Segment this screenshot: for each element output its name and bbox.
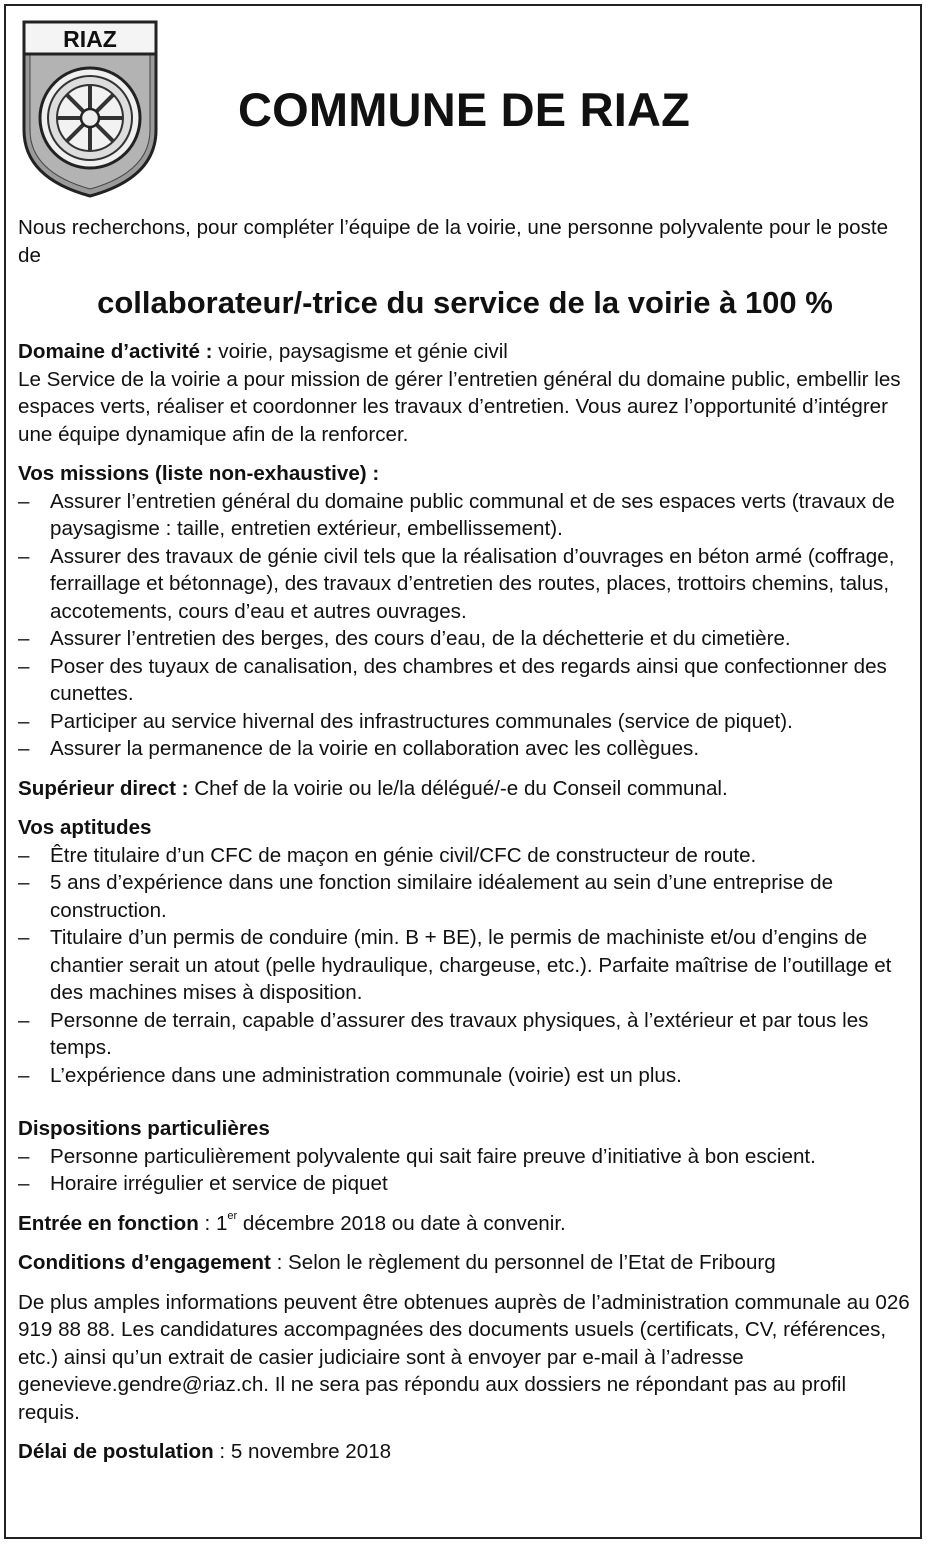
missions-section [18, 460, 912, 763]
list-item: – Assurer des travaux de génie civil tels que la réalisation d’ouvrages en béton armé (coffrage, ferraillage et bétonnage), des travaux d’entretien des routes, places, trottoirs chemins, talus, accotements, cours d’eau et autres ouvrages. [18, 543, 912, 626]
page-title: COMMUNE DE RIAZ [237, 83, 691, 136]
intro-paragraph: Nous recherchons, pour compléter l’équipe de la voirie, une personne polyvalente pour le poste de [18, 216, 889, 267]
document-body [18, 214, 912, 1478]
list-item: – Personne de terrain, capable d’assurer des travaux physiques, à l’extérieur et par tous les temps. [18, 1007, 912, 1062]
domaine-label: Domaine d’activité : [18, 340, 213, 363]
informations-paragraph: De plus amples informations peuvent être obtenues auprès de l’administration communale au 026 919 88 88. Les candidatures accompagnées des documents usuels (certificats, CV, références, etc.) ainsi qu’un extrait de casier judiciaire sont à envoyer par e-mail à l’adresse genevieve.gendre@riaz.ch. Il ne sera pas répondu aux dossiers ne répondant pas au profil requis. [18, 1290, 910, 1424]
dispositions-section [18, 1115, 912, 1198]
domaine-section [18, 338, 912, 448]
delai-section [18, 1438, 912, 1466]
missions-list [18, 488, 912, 763]
list-item: – Être titulaire d’un CFC de maçon en génie civil/CFC de constructeur de route. [18, 842, 912, 870]
list-item: – Assurer la permanence de la voirie en collaboration avec les collègues. [18, 735, 912, 763]
superieur-section [18, 775, 912, 803]
entree-sep: : 1 [198, 1211, 228, 1235]
riaz-coat-of-arms-logo [20, 18, 160, 198]
list-item: – Poser des tuyaux de canalisation, des chambres et des regards ainsi que confectionner des cunettes. [18, 653, 912, 708]
entree-sup: er [227, 1209, 238, 1222]
aptitudes-section [18, 814, 912, 1089]
list-item: – Titulaire d’un permis de conduire (min. B + BE), le permis de machiniste et/ou d’engins de chantier serait un atout (pelle hydraulique, chargeuse, etc.). Parfaite maîtrise de l’outillage et des machines mises à disposition. [18, 924, 912, 1007]
list-item: – Participer au service hivernal des infrastructures communales (service de piquet). [18, 708, 912, 736]
domaine-value: voirie, paysagisme et génie civil [212, 340, 508, 363]
list-item: – Horaire irrégulier et service de piquet [18, 1170, 912, 1198]
job-title: collaborateur/-trice du service de la voirie à 100 % [97, 285, 833, 320]
list-item: – Assurer l’entretien général du domaine public communal et de ses espaces verts (travaux de paysagisme : taille, entretien extérieur, embellissement). [18, 488, 912, 543]
dispositions-heading: Dispositions particulières [18, 1117, 270, 1140]
conditions-label: Conditions d’engagement [18, 1251, 271, 1274]
conditions-section [18, 1249, 912, 1277]
superieur-value: Chef de la voirie ou le/la délégué/-e du Conseil communal. [188, 776, 728, 800]
aptitudes-list [18, 842, 912, 1090]
delai-label: Délai de postulation [18, 1440, 214, 1463]
entree-section [18, 1210, 912, 1238]
delai-value: : 5 novembre 2018 [213, 1440, 392, 1463]
domaine-description: Le Service de la voirie a pour mission de gérer l’entretien général du domaine public, embellir les espaces verts, réaliser et coordonner les travaux d’entretien. Vous aurez l’opportunité d’intégrer une équipe dynamique afin de la renforcer. [18, 367, 901, 446]
list-item: – 5 ans d’expérience dans une fonction similaire idéalement au sein d’une entreprise de construction. [18, 869, 912, 924]
entree-value: décembre 2018 ou date à convenir. [237, 1211, 566, 1235]
list-item: – Personne particulièrement polyvalente qui sait faire preuve d’initiative à bon escient. [18, 1143, 912, 1171]
missions-heading: Vos missions (liste non-exhaustive) : [18, 462, 380, 485]
superieur-label: Supérieur direct : [18, 776, 189, 800]
conditions-value: : Selon le règlement du personnel de l’Etat de Fribourg [270, 1251, 776, 1274]
list-item: – L’expérience dans une administration communale (voirie) est un plus. [18, 1062, 912, 1090]
aptitudes-heading: Vos aptitudes [18, 816, 152, 839]
dispositions-list [18, 1143, 912, 1198]
entree-label: Entrée en fonction [18, 1211, 199, 1235]
logo-text: RIAZ [63, 26, 117, 52]
list-item: – Assurer l’entretien des berges, des cours d’eau, de la déchetterie et du cimetière. [18, 625, 912, 653]
informations-section [18, 1289, 912, 1427]
